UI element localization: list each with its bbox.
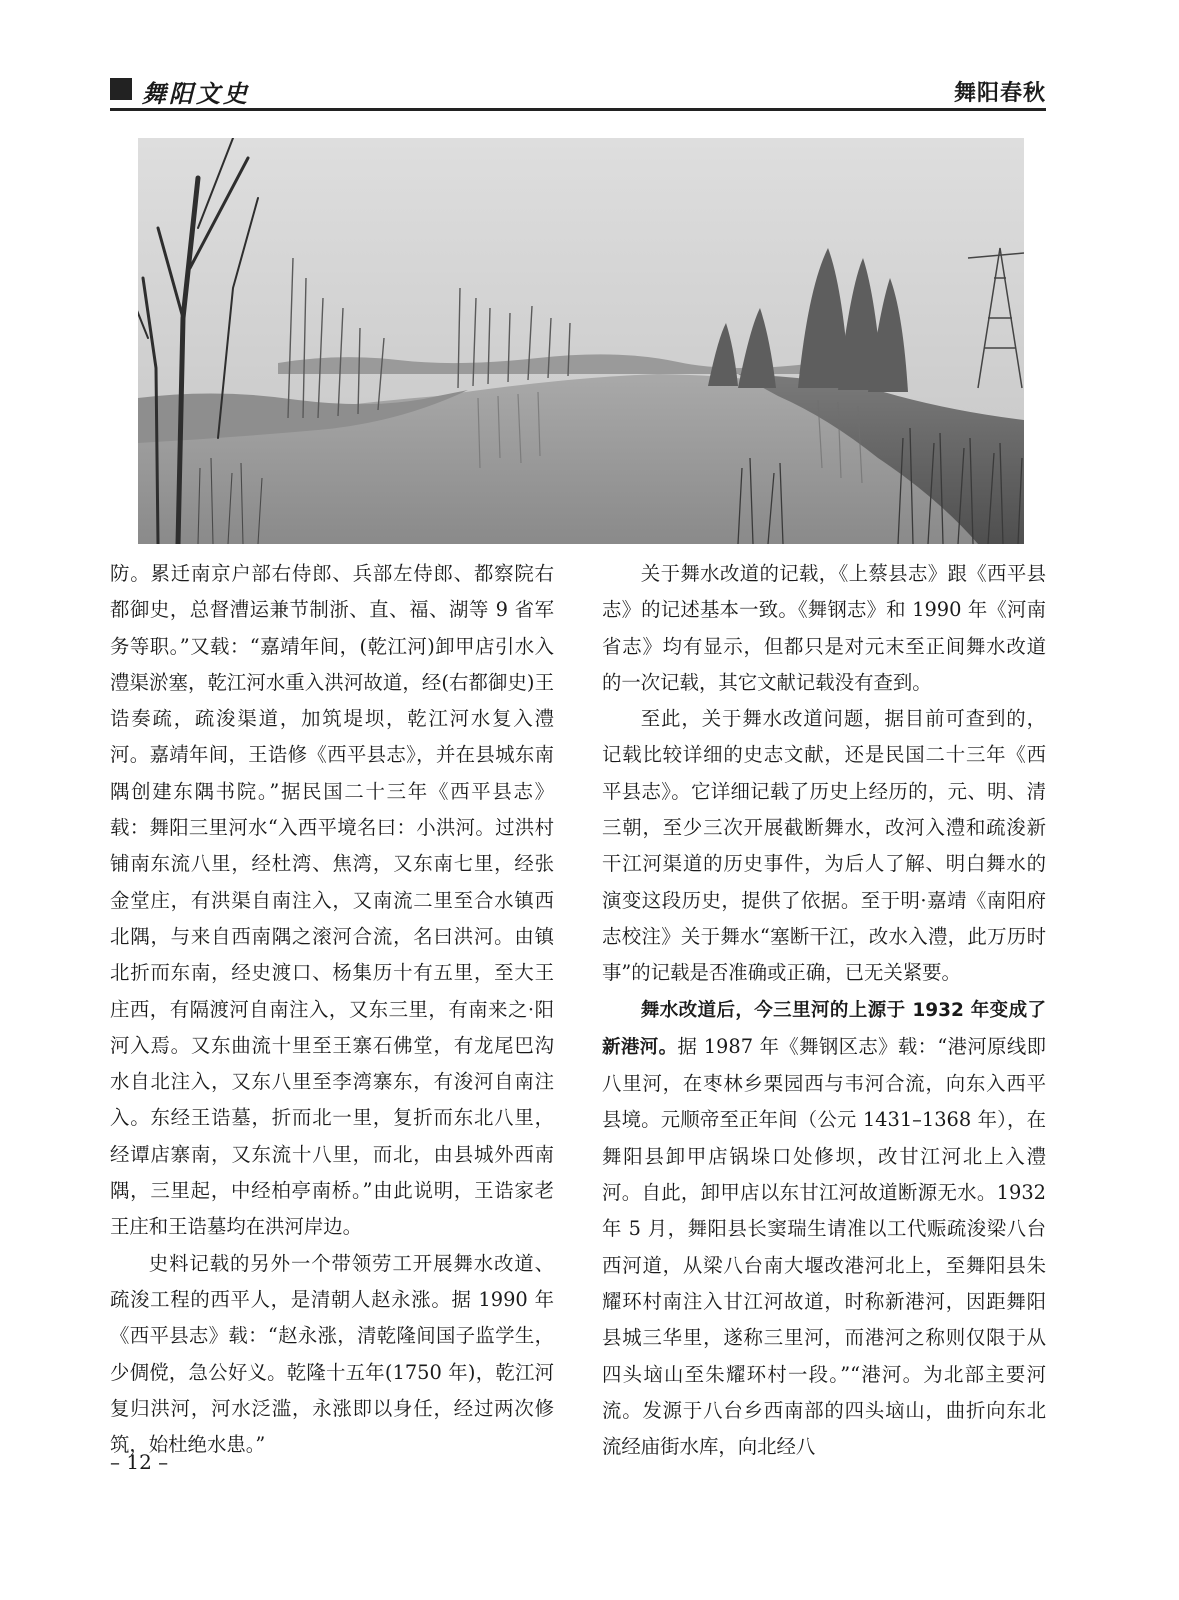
header-square-marker [110, 78, 132, 100]
header-rule [110, 108, 1046, 111]
page-header [110, 74, 1046, 108]
section-title: 舞阳春秋 [953, 81, 1046, 106]
right-paragraph-3-lead: 舞水改道后，今三里河的上源于 1932 年变成了新港河。 [602, 999, 1046, 1058]
river-photo [138, 138, 1024, 544]
right-paragraph-3 [602, 992, 1046, 1466]
left-paragraph-1: 防。累迁南京户部右侍郎、兵部左侍郎、都察院右都御史，总督漕运兼节制浙、直、福、湖等 9 省军务等职。”又载：“嘉靖年间，(乾江河)卸甲店引水入澧渠淤塞，乾江河水重入洪河故道，经(右都御史)王诰奏疏，疏浚渠道，加筑堤坝，乾江河水复入澧河。嘉靖年间，王诰修《西平县志》，并在县城东南隅创建东隅书院。”据民国二十三年《西平县志》载：舞阳三里河水“入西平境名曰：小洪河。过洪村铺南东流八里，经杜湾、焦湾，又东南七里，经张金堂庄，有洪渠自南注入，又南流二里至合水镇西北隅，与来自西南隅之滚河合流，名曰洪河。由镇北折而东南，经史渡口、杨集历十有五里，至大王庄西，有隔渡河自南注入，又东三里，有南来之·阳河入焉。又东曲流十里至王寨石佛堂，有龙尾巴沟水自北注入，又东八里至李湾寨东，有浚河自南注入。东经王诰墓，折而北一里，复折而东北八里，经谭店寨南，又东流十八里，而北，由县城外西南隅，三里起，中经柏亭南桥。”由此说明，王诰家老王庄和王诰墓均在洪河岸边。 [110, 562, 554, 1239]
right-paragraph-1: 关于舞水改道的记载，《上蔡县志》跟《西平县志》的记述基本一致。《舞钢志》和 1990 年《河南省志》均有显示，但都只是对元末至正间舞水改道的一次记载，其它文献记载没有查到。 [602, 562, 1046, 694]
right-paragraph-2: 至此，关于舞水改道问题，据目前可查到的，记载比较详细的史志文献，还是民国二十三年《西平县志》。它详细记载了历史上经历的，元、明、清三朝，至少三次开展截断舞水，改河入澧和疏浚新干江河渠道的历史事件，为后人了解、明白舞水的演变这段历史，提供了依据。至于明·嘉靖《南阳府志校注》关于舞水“塞断干江，改水入澧，此万历时事”的记载是否准确或正确，已无关紧要。 [602, 707, 1046, 985]
left-paragraph-2: 史料记载的另外一个带领劳工开展舞水改道、疏浚工程的西平人，是清朝人赵永涨。据 1990 年《西平县志》载：“赵永涨，清乾隆间国子监学生，少倜傥，急公好义。乾隆十五年(1750 年)，乾江河复归洪河，河水泛滥，永涨即以身任，经过两次修筑，始杜绝水患。” [110, 1251, 554, 1457]
journal-title: 舞阳文史 [142, 79, 250, 108]
page-number: – 12 – [110, 1450, 169, 1474]
left-column [110, 556, 554, 1463]
right-paragraph-3-body: 据 1987 年《舞钢区志》载：“港河原线即八里河，在枣林乡栗园西与韦河合流，向东入西平县境。元顺帝至正年间（公元 1431–1368 年），在舞阳县卸甲店锅垛口处修坝，改甘江河北上入澧河。自此，卸甲店以东甘江河故道断源无水。1932 年 5 月，舞阳县长窦瑞生请准以工代赈疏浚梁八台西河道，从梁八台南大堰改港河北上，至舞阳县朱耀环村南注入甘江河故道，时称新港河，因距舞阳县城三华里，遂称三里河，而港河之称则仅限于从四头垴山至朱耀环村一段。”“港河。为北部主要河流。发源于八台乡西南部的四头垴山，曲折向东北流经庙街水库，向北经八 [602, 1034, 1046, 1459]
right-column [602, 556, 1046, 1465]
